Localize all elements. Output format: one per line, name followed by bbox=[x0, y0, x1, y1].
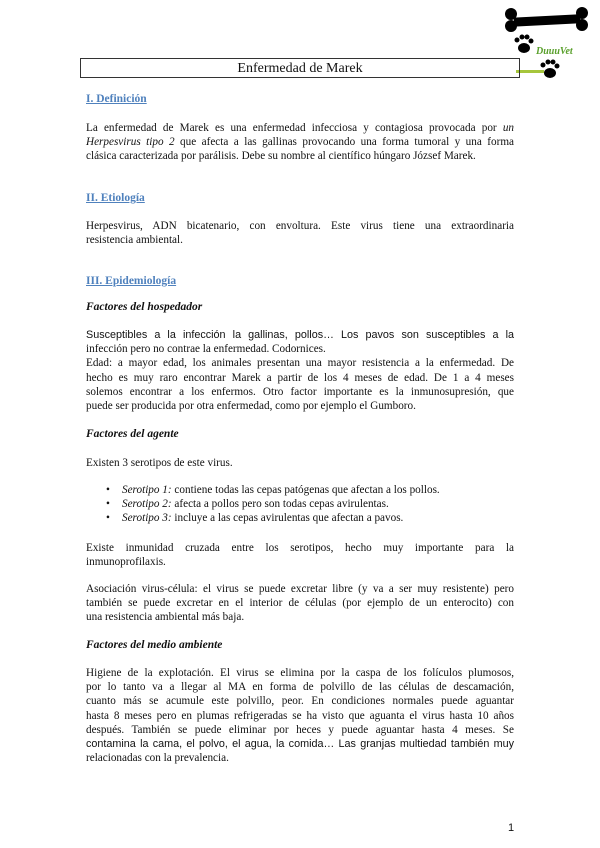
bullet-icon: • bbox=[106, 484, 110, 496]
text-line bbox=[86, 135, 514, 149]
text-line: una resistencia ambiental más baja. bbox=[86, 611, 245, 624]
page-number: 1 bbox=[508, 822, 515, 834]
subheading-medio: Factores del medio ambiente bbox=[86, 639, 223, 651]
text-line: cuanto más se acumule este polvillo, peor. En condiciones normales puede aguantar bbox=[86, 695, 514, 708]
text-span: que afecta a las gallinas provocando una forma tumoral y una forma bbox=[174, 136, 514, 149]
bullet-icon: • bbox=[106, 498, 110, 511]
text-line: inmunoprofilaxis. bbox=[86, 556, 166, 569]
paragraph-medio bbox=[86, 666, 514, 765]
serotype-text: afecta a pollos pero son todas cepas avirulentas. bbox=[171, 498, 389, 511]
paragraph-agente-intro: Existen 3 serotipos de este virus. bbox=[86, 457, 233, 469]
text-line: solemos encontrar a los enfermos. Otro factor importante es la inmunosupresión, que bbox=[86, 385, 514, 398]
heading-etiologia[interactable]: II. Etiología bbox=[86, 192, 145, 204]
paragraph-definicion bbox=[86, 121, 514, 164]
paragraph-asociacion bbox=[86, 582, 514, 625]
list-item bbox=[106, 483, 506, 497]
serotype-label: Serotipo 1: bbox=[122, 484, 172, 496]
heading-epidemiologia[interactable]: III. Epidemiología bbox=[86, 275, 177, 287]
text-line: puede ser producida por otra enfermedad, como por ejemplo el Gumboro. bbox=[86, 400, 416, 413]
text-line: por lo tanto va a llegar al MA en forma de polvillo de las células de descamación, bbox=[86, 681, 514, 694]
serotype-label: Serotipo 3: bbox=[122, 512, 172, 525]
text-line: Higiene de la explotación. El virus se elimina por la caspa de los folículos plumosos, bbox=[86, 667, 514, 679]
text-line: hasta 8 meses pero en plumas refrigeradas se ha visto que aguanta el virus hasta 10 años bbox=[86, 709, 514, 722]
text-line: contamina la cama, el polvo, el agua, la comida… Las granjas multiedad también muy bbox=[86, 738, 514, 751]
serotype-text: incluye a las cepas avirulentas que afectan a pavos. bbox=[171, 512, 404, 525]
serotype-label: Serotipo 2: bbox=[122, 498, 172, 511]
text-line: hecho es muy raro encontrar Marek a partir de los 4 meses de edad. De 1 a 4 meses bbox=[86, 371, 514, 384]
paragraph-hospedador bbox=[86, 328, 514, 413]
text-line: resistencia ambiental. bbox=[86, 234, 183, 247]
text-line bbox=[86, 121, 514, 135]
logo-brand-text: DuuuVet bbox=[536, 46, 573, 57]
text-line: infección pero no contrae la enfermedad. Codornices. bbox=[86, 343, 326, 356]
paragraph-etiologia bbox=[86, 219, 514, 247]
bullet-icon: • bbox=[106, 512, 110, 525]
text-line: Asociación virus-célula: el virus se puede excretar libre (y va a ser muy resistente) pero bbox=[86, 583, 514, 595]
text-line: también se puede excretar en el interior de células (por ejemplo de un enterocito) con bbox=[86, 597, 514, 610]
text-line: Existe inmunidad cruzada entre los serotipos, hecho muy importante para la bbox=[86, 542, 514, 554]
page-title: Enfermedad de Marek bbox=[80, 58, 520, 78]
text-line: relacionadas con la prevalencia. bbox=[86, 752, 229, 765]
list-item bbox=[106, 497, 506, 511]
text-line: Edad: a mayor edad, los animales presentan una mayor resistencia a la enfermedad. De bbox=[86, 357, 514, 370]
text-line: Herpesvirus, ADN bicatenario, con envoltura. Este virus tiene una extraordinaria bbox=[86, 220, 514, 232]
bone-icon bbox=[505, 7, 588, 32]
list-item bbox=[106, 511, 506, 525]
serotype-text: contiene todas las cepas patógenas que afectan a los pollos. bbox=[171, 484, 440, 496]
subheading-agente: Factores del agente bbox=[86, 428, 179, 440]
subheading-hospedador: Factores del hospedador bbox=[86, 301, 203, 313]
text-italic: un bbox=[502, 122, 514, 134]
heading-definicion[interactable]: I. Definición bbox=[86, 93, 147, 105]
paragraph-inmunidad bbox=[86, 541, 514, 569]
green-bar bbox=[516, 70, 544, 73]
text-line: después. También se puede eliminar por heces y puede aguantar hasta 4 meses. Se bbox=[86, 723, 514, 736]
text-italic: Herpesvirus tipo 2 bbox=[86, 136, 175, 149]
paw-icon bbox=[541, 60, 560, 79]
text-span: La enfermedad de Marek es una enfermedad infecciosa y contagiosa provocada por bbox=[86, 122, 503, 134]
text-line: clásica caracterizada por parálisis. Debe su nombre al científico húngaro József Marek. bbox=[86, 150, 476, 163]
serotype-list bbox=[106, 483, 506, 526]
paw-icon bbox=[515, 35, 534, 54]
text-line: Susceptibles a la infección la gallinas, pollos… Los pavos son susceptibles a la bbox=[86, 329, 514, 341]
